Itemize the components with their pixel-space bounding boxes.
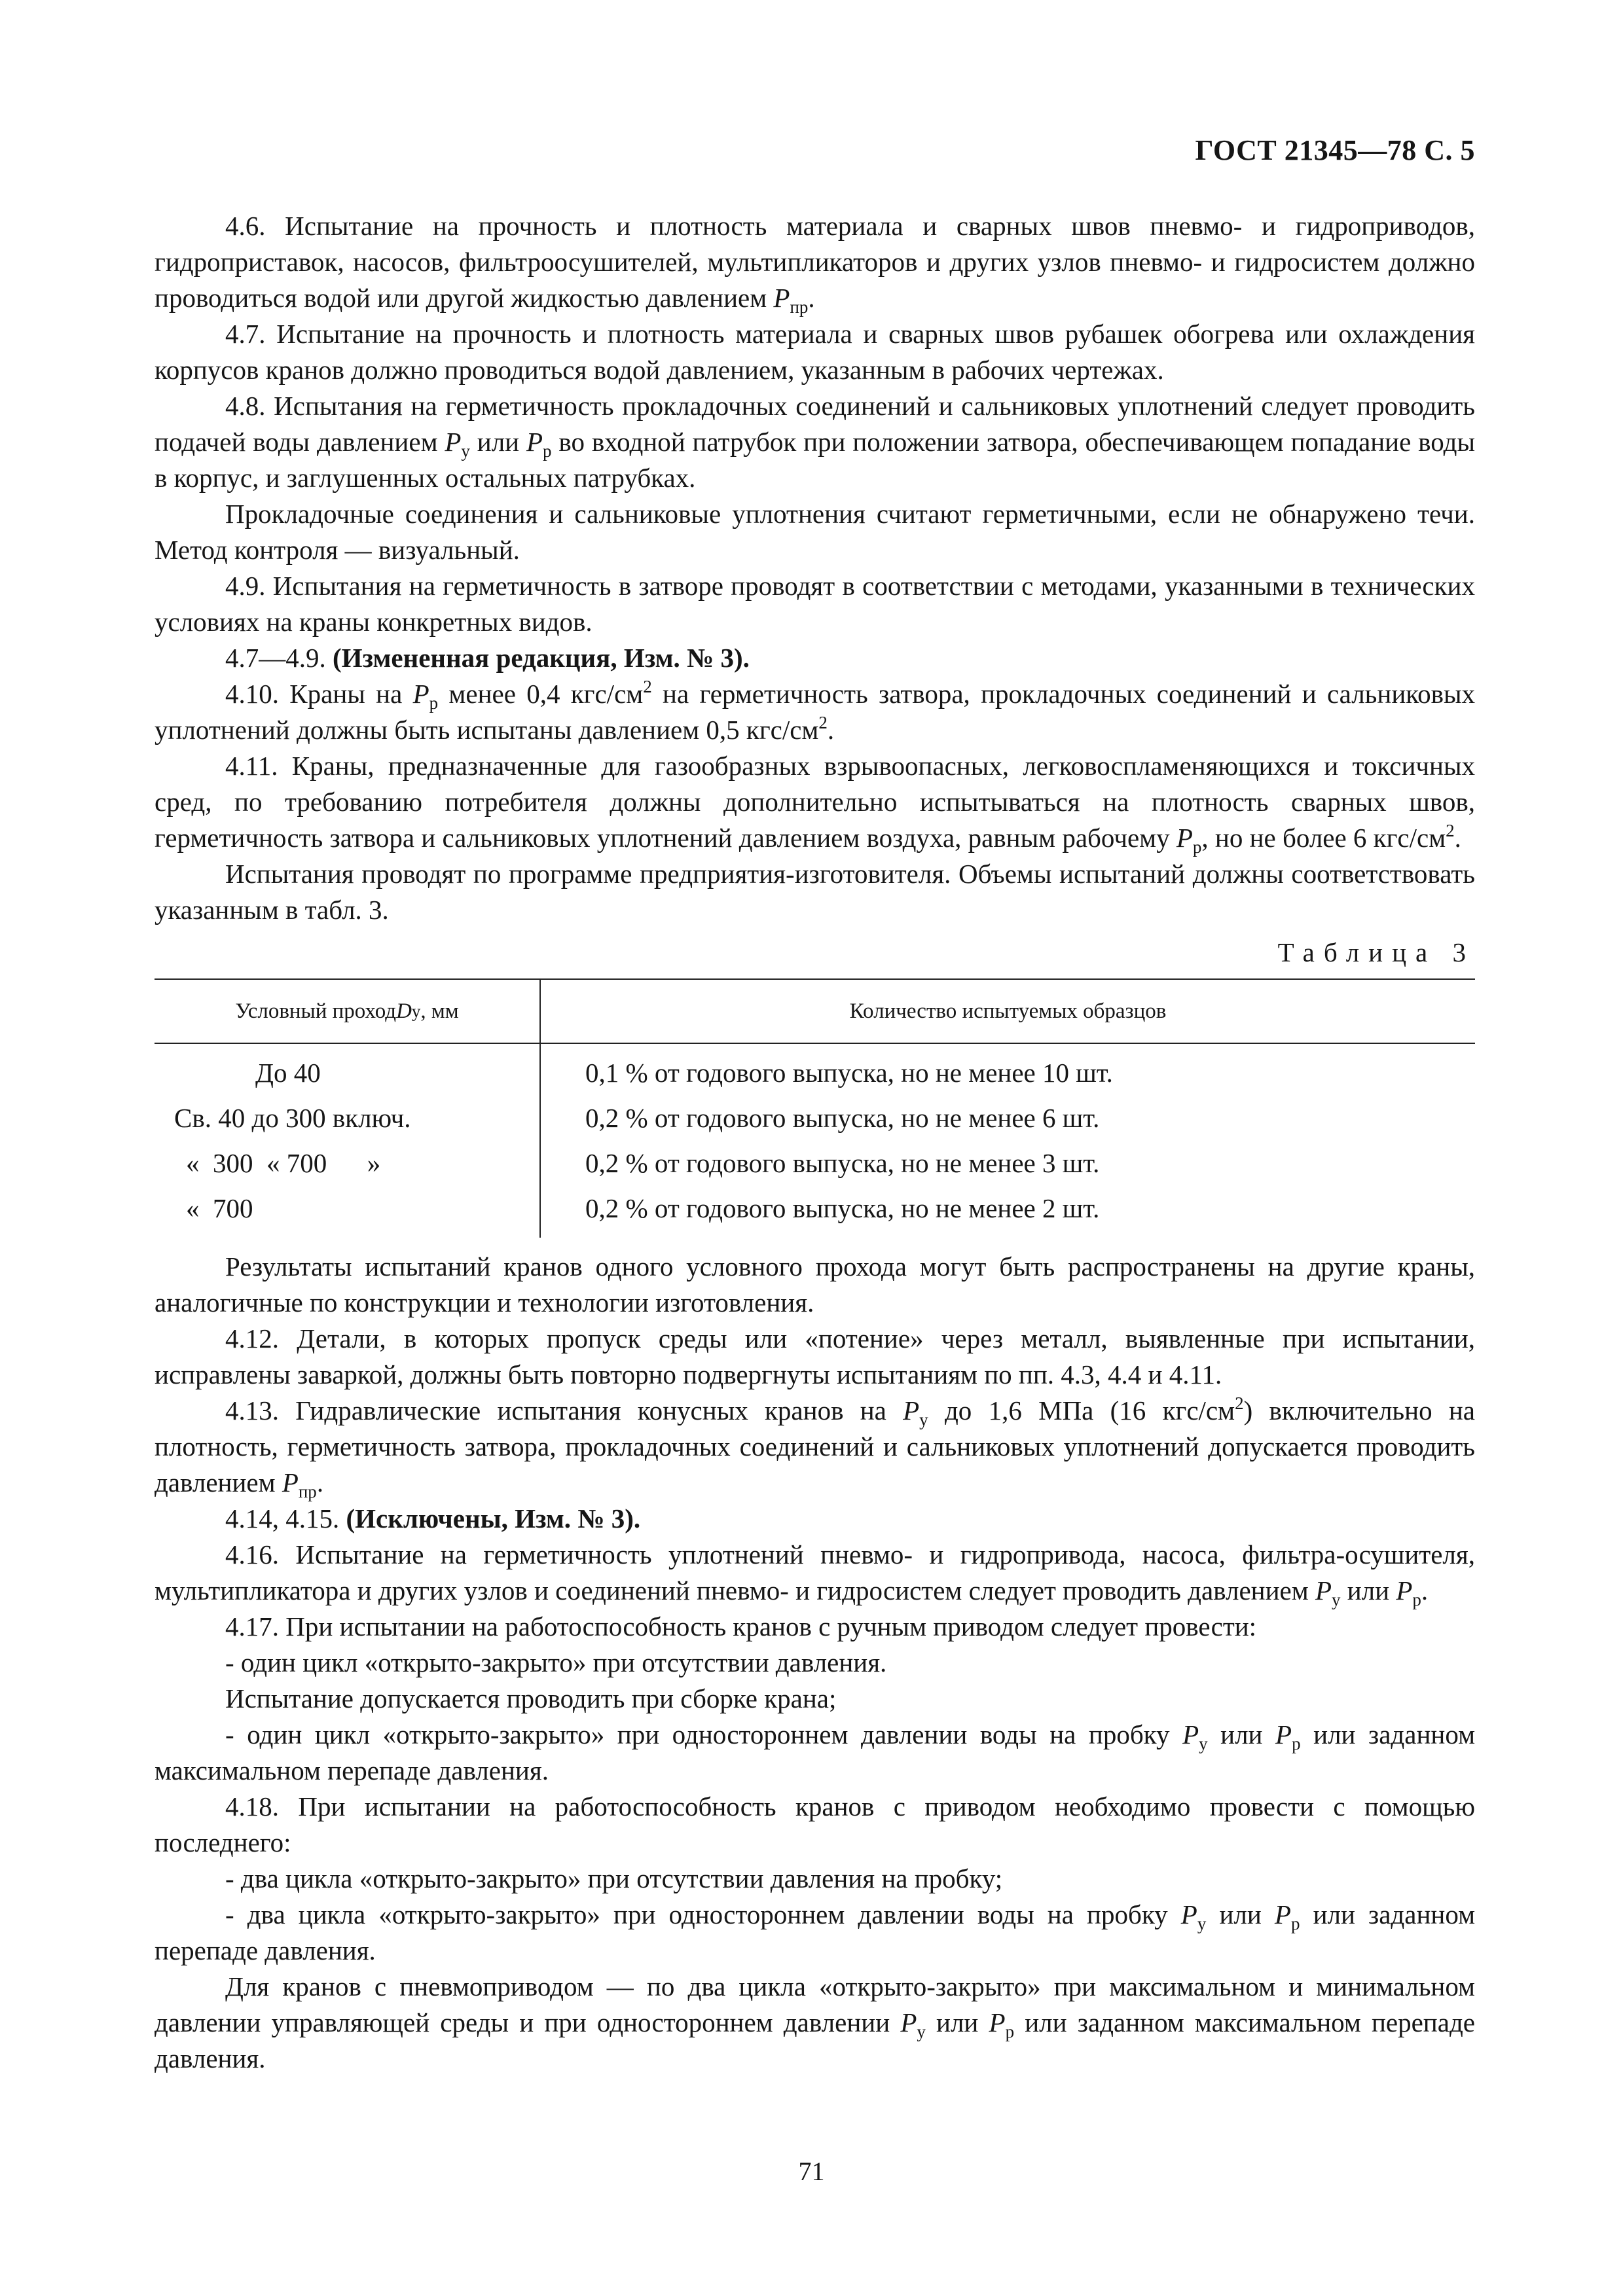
list-item-one-cycle-no-pressure: - один цикл «открыто-закрыто» при отсутствии давления. [225,1647,887,1677]
table-body [155,1044,1475,1238]
main-text-top [155,208,1475,928]
list-item-two-cycles-pressure: - два цикла «открыто-закрыто» при одностороннем давлении воды на пробку $P_у$ или $P_р$ или заданном перепаде давления. [155,1899,1476,1965]
table-column-sample-count [541,1044,1475,1238]
table-cell-dn: До 40 [255,1058,321,1088]
table-cell-dn: Св. 40 до 300 включ. [174,1103,411,1133]
list-item-one-cycle-pressure: - один цикл «открыто-закрыто» при одностороннем давлении воды на пробку $P_у$ или $P_р$ или заданном максимальном перепаде давления. [155,1719,1476,1785]
paragraph-4-11: 4.11. Краны, предназначенные для газообразных взрывоопасных, легковоспламеняющихся и токсичных сред, по требованию потребителя должны дополнительно испытываться на плотность сварных швов, герметичность затвора и сальниковых уплотнений давлением воздуха, равным рабочему $P_р$, но не более 6 кгс/$см^2$. [155,751,1475,857]
table-header-nominal-bore: Условный проход D у , мм [155,980,541,1043]
paragraph-test-program: Испытания проводят по программе предприятия-изготовителя. Объемы испытаний должны соответствовать указанным в табл. 3. [155,859,1475,925]
paragraph-4-8: 4.8. Испытания на герметичность прокладочных соединений и сальниковых уплотнений следует проводить подачей воды давлением $P_у$ или $P_р$ во входной патрубок при положении затвора, обеспечивающем попадание воды в корпус, и заглушенных остальных патрубках. [155,391,1475,493]
table-cell-qty: 0,2 % от годового выпуска, но не менее 3 шт. [585,1148,1100,1178]
paragraph-4-13: 4.13. Гидравлические испытания конусных кранов на $P_у$ до 1,6 МПа (16 кгс/$см^2$) включительно на плотность, герметичность затвора, прокладочных соединений и сальниковых уплотнений допускается проводить давлением $P_{пр}$. [155,1393,1475,1501]
table-cell-qty: 0,2 % от годового выпуска, но не менее 6 шт. [585,1103,1100,1133]
table-3 [155,978,1475,1238]
paragraph-revision-note: 4.7—4.9. (Измененная редакция, Изм. № 3). [225,643,750,673]
page-number: 71 [798,2157,825,2186]
paragraph-assembly-test: Испытание допускается проводить при сборке крана; [225,1683,837,1713]
paragraph-4-18: 4.18. При испытании на работоспособность кранов с приводом необходимо провести с помощью последнего: [155,1791,1475,1857]
paragraph-4-9: 4.9. Испытания на герметичность в затворе проводят в соответствии с методами, указанными в технических условиях на краны конкретных видов. [155,571,1475,637]
table-header-sample-count: Количество испытуемых образцов [849,999,1167,1023]
paragraph-pneumatic-drive: Для кранов с пневмоприводом — по два цикла «открыто-закрыто» при максимальном и минимальном давлении управляющей среды и при одностороннем давлении $P_у$ или $P_р$ или заданном максимальном перепаде давления. [155,1971,1475,2073]
table-column-nominal-bore [155,1044,541,1238]
paragraph-gasket-note: Прокладочные соединения и сальниковые уплотнения считают герметичными, если не обнаружено течи. Метод контроля — визуальный. [155,499,1475,565]
paragraph-4-10: 4.10. Краны на $P_р$ менее 0,4 кгс/$см^2$ на герметичность затвора, прокладочных соединений и сальниковых уплотнений должны быть испытаны давлением 0,5 кгс/$см^2$. [155,677,1476,745]
document-header: ГОСТ 21345—78 С. 5 [1195,134,1475,166]
paragraph-4-14-4-15: 4.14, 4.15. (Исключены, Изм. № 3). [225,1503,641,1534]
table-caption: Таблица 3 [1277,937,1475,967]
paragraph-4-16: 4.16. Испытание на герметичность уплотнений пневмо- и гидропривода, насоса, фильтра-осушителя, мультипликатора и других узлов и соединений пневмо- и гидросистем следует проводить давлением $P_у$ или $P_р$. [155,1539,1475,1609]
table-cell-dn: « 300 « 700 » [186,1148,381,1178]
main-text-bottom [155,1249,1475,2077]
list-item-two-cycles-no-pressure: - два цикла «открыто-закрыто» при отсутствии давления на пробку; [225,1863,1003,1893]
paragraph-4-6: 4.6. Испытание на прочность и плотность материала и сварных швов пневмо- и гидроприводов, гидроприставок, насосов, фильтроосушителей, мультипликаторов и других узлов пневмо- и гидросистем должно проводиться водой или другой жидкостью давлением $P_{пр}$. [155,211,1475,317]
table-cell-qty: 0,1 % от годового выпуска, но не менее 10 шт. [585,1058,1113,1088]
paragraph-4-12: 4.12. Детали, в которых пропуск среды или «потение» через металл, выявленные при испытании, исправлены заваркой, должны быть повторно подвергнуты испытаниям по пп. 4.3, 4.4 и 4.11. [155,1323,1475,1390]
table-cell-dn: « 700 [186,1193,253,1223]
paragraph-4-17: 4.17. При испытании на работоспособность кранов с ручным приводом следует провести: [225,1611,1257,1641]
paragraph-results-extension: Результаты испытаний кранов одного условного прохода могут быть распространены на другие краны, аналогичные по конструкции и технологии изготовления. [155,1251,1475,1318]
paragraph-4-7: 4.7. Испытание на прочность и плотность материала и сварных швов рубашек обогрева или охлаждения корпусов кранов должно проводиться водой давлением, указанным в рабочих чертежах. [155,319,1475,385]
table-cell-qty: 0,2 % от годового выпуска, но не менее 2 шт. [585,1193,1100,1223]
table-header [155,980,1475,1044]
